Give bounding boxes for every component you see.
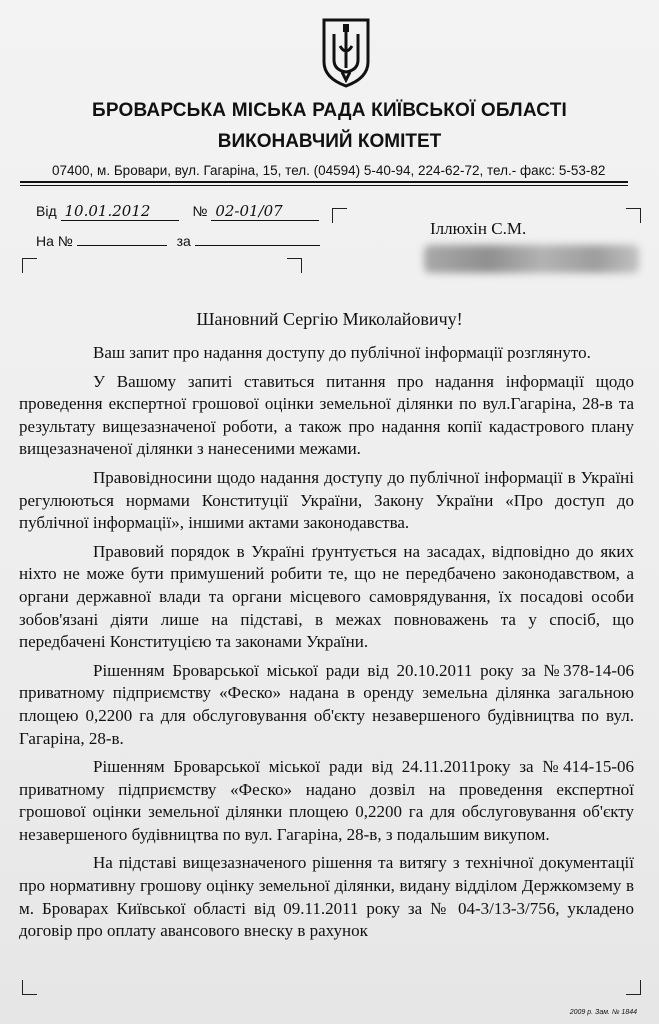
header-rule (20, 181, 628, 183)
paragraph: Рішенням Броварської міської ради від 20.10.2011 року за №378-14-06 приватному підприємству «Феско» надана в оренду земельна ділянка загальною площею 0,2200 га для обслуговування об'єкту незавершеного будівництва по вул. Гагаріна, 28-в. (19, 660, 634, 748)
council-name: БРОВАРСЬКА МІСЬКА РАДА КИЇВСЬКОЇ ОБЛАСТІ (91, 100, 567, 121)
outgoing-number: 02-01/07 (211, 202, 319, 221)
page-corner-tl (22, 258, 37, 273)
incoming-reference (36, 233, 320, 249)
outgoing-reference (36, 202, 319, 221)
paragraph: На підставі вищезазначеного рішення та витягу з технічної документації про нормативну грошову оцінку земельної ділянки, видану відділом Держкомзему в м. Броварах Київської області від 09.11.2011 року за № 04-3/13-3/756, укладено договір про оплату авансового внеску в рахунок (19, 853, 634, 941)
address-corner-tl (332, 208, 347, 223)
print-mark: 2009 р. Зам. № 1844 (569, 1009, 637, 1016)
paragraph: Рішенням Броварської міської ради від 24.11.2011року за №414-15-06 приватному підприємству «Феско» надано дозвіл на проведення експертної грошової оцінки земельної ділянки площею 0,2200 га для обслуговування об'єкту незавершеного будівництва по вул. Гагаріна, 28-в, з подальшим викупом. (19, 757, 634, 844)
za-label: за (176, 233, 191, 249)
incoming-date-line (195, 233, 320, 246)
header-rule-thin (20, 185, 628, 186)
recipient-name: Іллюхін С.М. (430, 219, 527, 238)
number-label: № (192, 203, 208, 219)
page-corner-br (626, 980, 641, 995)
letter-body (19, 342, 634, 949)
page-corner-bl (22, 980, 37, 995)
committee-name: ВИКОНАВЧИЙ КОМІТЕТ (217, 131, 442, 152)
trident-coat-of-arms-icon (320, 16, 372, 90)
greeting: Шановний Сергію Миколайовичу! (196, 309, 463, 329)
paragraph: У Вашому запиті ставиться питання про надання інформації щодо проведення експертної грошової оцінки земельної ділянки по вул.Гагаріна, 28-в та результату вищезазначеної роботи, а також про надання копії кадастрового плану вищезазначеної ділянки з нанесеними межами. (19, 371, 634, 459)
from-label: Від (36, 203, 57, 219)
paragraph: Правовий порядок в Україні ґрунтується на засадах, відповідно до яких ніхто не може бути примушений робити те, що не передбачено законодавством, а органи державної влади та органи місцевого самоврядування, їх посадові особи зобов'язані діяти лише на підставі, в межах повноважень та у спосіб, що передбачені Конституцією та законами України. (19, 541, 634, 652)
paragraph: Ваш запит про надання доступу до публічної інформації розглянуто. (93, 343, 591, 362)
outgoing-date: 10.01.2012 (61, 202, 179, 221)
on-number-label: На № (36, 233, 73, 249)
page-corner-tr (287, 258, 302, 273)
council-address: 07400, м. Бровари, вул. Гагаріна, 15, тел. (04594) 5-40-94, 224-62-72, тел.- факс: 5-53-82 (52, 163, 606, 178)
paragraph: Правовідносини щодо надання доступу до публічної інформації в Україні регулюються нормами Конституції України, Закону України «Про доступ до публічної інформації», іншими актами законодавства. (19, 467, 634, 533)
address-corner-tr (626, 208, 641, 223)
redacted-address (424, 245, 639, 273)
incoming-number-line (77, 233, 167, 246)
